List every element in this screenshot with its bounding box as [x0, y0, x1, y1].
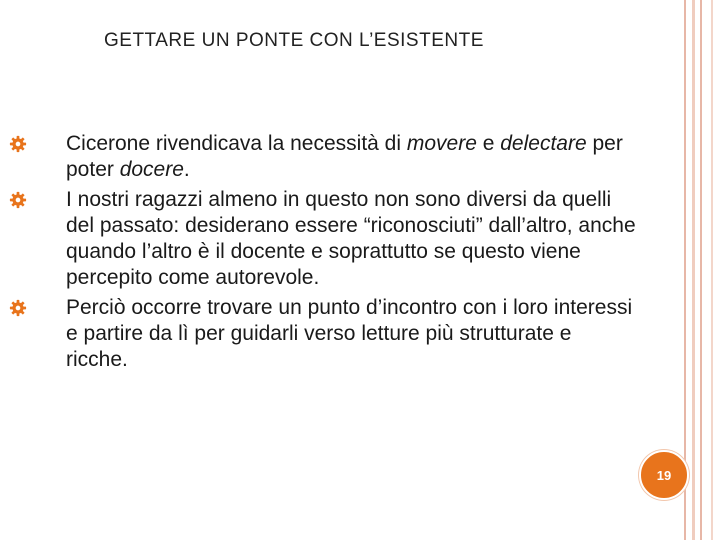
bullet-item — [66, 187, 636, 291]
decorative-rail — [692, 0, 695, 540]
decorative-rail — [700, 0, 702, 540]
decorative-rail — [684, 0, 686, 540]
gear-icon — [9, 191, 27, 209]
page-number-badge: 19 — [639, 450, 689, 500]
bullet-text: Cicerone rivendicava la necessità di movere e delectare per poter docere. — [66, 132, 623, 181]
gear-icon — [9, 135, 27, 153]
bullet-list — [66, 131, 636, 377]
bullet-text: Perciò occorre trovare un punto d’incontro con i loro interessi e partire da lì per guidarli verso letture più strutturate e ricche. — [66, 296, 633, 371]
decorative-rail — [711, 0, 713, 540]
slide-title: GETTARE UN PONTE CON L’ESISTENTE — [104, 30, 484, 51]
bullet-text: I nostri ragazzi almeno in questo non sono diversi da quelli del passato: desiderano essere “riconosciuti” dall’altro, anche quando l’altro è il docente e soprattutto se questo viene percepito come autorevole. — [66, 188, 636, 289]
gear-icon — [9, 299, 27, 317]
bullet-item — [66, 295, 636, 373]
bullet-item — [66, 131, 636, 183]
